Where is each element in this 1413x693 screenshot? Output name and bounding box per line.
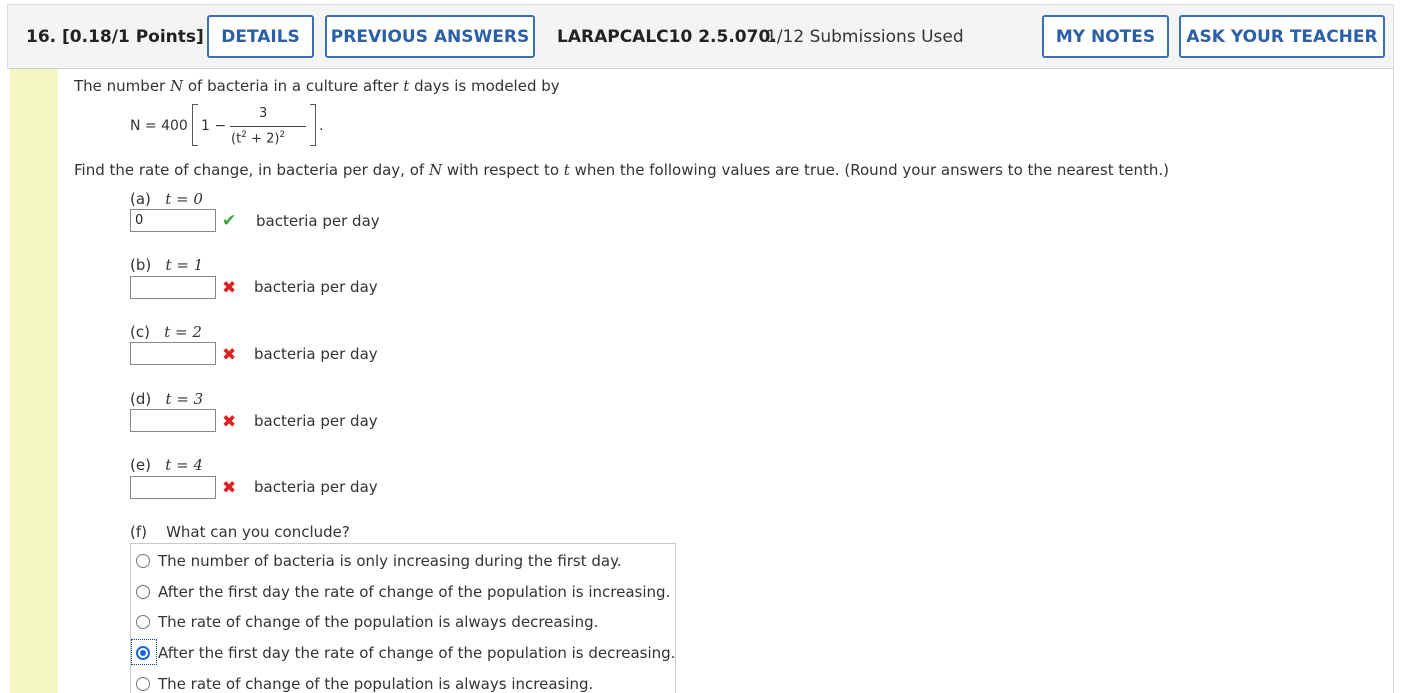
part-b-unit: bacteria per day <box>254 278 378 296</box>
problem-code: LARAPCALC10 2.5.070. <box>557 27 777 47</box>
option-only-increasing-first-day[interactable]: The number of bacteria is only increasing during the first day. <box>131 547 675 575</box>
x-mark-icon: ✖ <box>222 345 237 365</box>
radio-button[interactable] <box>136 615 150 629</box>
part-d-label: (d) t = 3 <box>130 390 204 408</box>
submissions-used: 1/12 Submissions Used <box>766 27 964 47</box>
question-points: 16. [0.18/1 Points] <box>26 27 204 47</box>
part-d-answer-input[interactable] <box>130 409 216 432</box>
problem-instructions: Find the rate of change, in bacteria per day, of N with respect to t when the following values are true. (Round your answers to the nearest tenth.) <box>74 161 1169 179</box>
check-icon: ✔ <box>222 211 237 231</box>
fraction-bar <box>230 126 306 127</box>
formula-period: . <box>319 118 324 134</box>
part-e-answer-input[interactable] <box>130 476 216 499</box>
part-e-unit: bacteria per day <box>254 478 378 496</box>
part-c-label: (c) t = 2 <box>130 323 202 341</box>
my-notes-button[interactable]: MY NOTES <box>1042 15 1169 58</box>
option-after-first-day-decreasing[interactable]: After the first day the rate of change of the population is decreasing. <box>131 639 675 667</box>
details-button[interactable]: DETAILS <box>207 15 314 58</box>
ask-your-teacher-button[interactable]: ASK YOUR TEACHER <box>1179 15 1385 58</box>
radio-button[interactable] <box>136 585 150 599</box>
part-b-answer-input[interactable] <box>130 276 216 299</box>
part-c-answer-input[interactable] <box>130 342 216 365</box>
part-e-label: (e) t = 4 <box>130 456 203 474</box>
part-d-unit: bacteria per day <box>254 412 378 430</box>
radio-button[interactable] <box>136 554 150 568</box>
option-after-first-day-increasing[interactable]: After the first day the rate of change of the population is increasing. <box>131 578 675 606</box>
part-a-label: (a) t = 0 <box>130 190 203 208</box>
x-mark-icon: ✖ <box>222 478 237 498</box>
model-formula <box>130 102 330 148</box>
formula-one-minus: 1 − <box>201 118 227 134</box>
option-always-decreasing[interactable]: The rate of change of the population is always decreasing. <box>131 608 675 636</box>
x-mark-icon: ✖ <box>222 412 237 432</box>
radio-button[interactable] <box>136 677 150 691</box>
right-bracket <box>310 104 316 146</box>
formula-denominator: $(t^2 + 2)^2$ <box>231 130 286 147</box>
part-c-unit: bacteria per day <box>254 345 378 363</box>
part-b-label: (b) t = 1 <box>130 256 204 274</box>
part-a-unit: bacteria per day <box>256 212 380 230</box>
option-always-increasing[interactable]: The rate of change of the population is always increasing. <box>131 670 675 693</box>
x-mark-icon: ✖ <box>222 278 237 298</box>
formula-lhs: N = 400 <box>130 118 188 134</box>
formula-numerator: 3 <box>259 106 268 121</box>
part-f-label: (f) What can you conclude? <box>130 523 350 541</box>
problem-intro: The number N of bacteria in a culture after t days is modeled by <box>74 77 560 95</box>
question-header <box>7 4 1394 69</box>
previous-answers-button[interactable]: PREVIOUS ANSWERS <box>325 15 535 58</box>
conclusion-options <box>130 543 676 693</box>
question-side-bar <box>10 69 58 693</box>
left-bracket <box>192 104 198 146</box>
part-a-answer-input[interactable] <box>130 209 216 232</box>
radio-button-selected[interactable] <box>136 646 150 660</box>
